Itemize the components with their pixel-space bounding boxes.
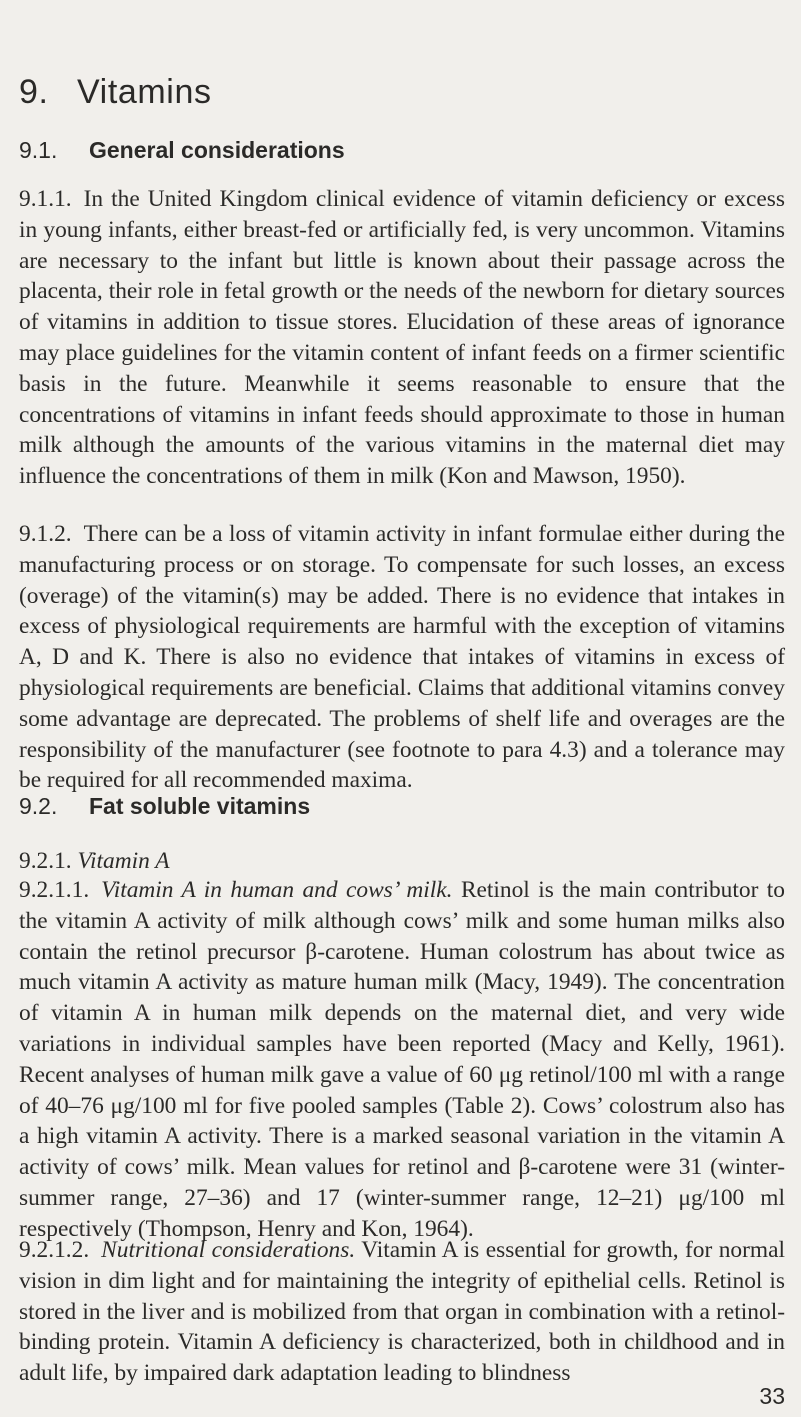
paragraph-number: 9.1.1. [19,186,72,212]
subsection-number: 9.2.1. [19,848,72,874]
section-title: Fat soluble vitamins [89,793,311,819]
paragraph-9-2-1-2 [19,1235,785,1389]
paragraph-title: Nutritional considerations. [101,1237,356,1263]
paragraph-text: Retinol is the main contributor to the vitamin A activity of milk although cows’ milk and some human milks also contain the retinol precursor β-carotene. Human colostrum has about twice as much vitamin A activity as mature human milk (Macy, 1949). The concentration of vitamin A in human milk depends on the maternal diet, and very wide variations in individual samples have been reported (Macy and Kelly, 1961). Recent analyses of human milk gave a value of 60 μg retinol/100 ml with a range of 40–76 μg/100 ml for five pooled samples (Table 2). Cows’ colostrum also has a high vitamin A activity. There is a marked seasonal variation in the vitamin A activity of cows’ milk. Mean values for retinol and β-carotene were 31 (winter-summer range, 27–36) and 17 (winter-summer range, 12–21) μg/100 ml respectively (Thompson, Henry and Kon, 1964). [19,877,785,1242]
section-number: 9.1. [19,137,58,163]
chapter-title [19,72,212,112]
paragraph-text: Vitamin A is essential for growth, for normal vision in dim light and for maintaining the integrity of epithelial cells. Retinol is stored in the liver and is mobilized from that organ in combination with a retinol-binding protein. Vitamin A deficiency is characterized, both in childhood and in adult life, by impaired dark adaptation leading to blindness [19,1237,785,1387]
paragraph-9-2-1-1 [19,875,785,1245]
chapter-title-text: Vitamins [77,73,212,111]
paragraph-text: There can be a loss of vitamin activity in infant formulae either during the manufacturing process or on storage. To compensate for such losses, an excess (overage) of the vitamin(s) may be added. There is no evidence that intakes in excess of physiological requirements are harmful with the exception of vitamins A, D and K. There is also no evidence that intakes of vitamins in excess of physiological requirements are beneficial. Claims that additional vitamins convey some advantage are deprecated. The problems of shelf life and overages are the responsibility of the manufacturer (see footnote to para 4.3) and a tolerance may be required for all recommended maxima. [19,521,785,794]
subsection-heading-9-2-1 [19,846,170,876]
section-heading-9-1 [19,136,345,164]
section-title: General considerations [89,137,345,163]
section-number: 9.2. [19,793,58,819]
subsection-title: Vitamin A [77,848,170,874]
paragraph-number: 9.2.1.2. [19,1237,90,1263]
paragraph-9-1-1 [19,184,785,492]
page-number: 33 [759,1383,785,1409]
section-heading-9-2 [19,792,310,820]
paragraph-9-1-2 [19,519,785,796]
paragraph-text: In the United Kingdom clinical evidence of vitamin deficiency or excess in young infants, either breast-fed or artificially fed, is very uncommon. Vitamins are necessary to the infant but little is known about their passage across the placenta, their role in fetal growth or the needs of the newborn for dietary sources of vitamins in addition to tissue stores. Elucidation of these areas of ignorance may place guidelines for the vitamin content of infant feeds on a firmer scientific basis in the future. Meanwhile it seems reasonable to ensure that the concentrations of vitamins in infant feeds should approximate to those in human milk although the amounts of the various vitamins in the maternal diet may influence the concentrations of them in milk (Kon and Mawson, 1950). [19,186,785,490]
paragraph-title: Vitamin A in human and cows’ milk. [101,877,453,903]
paragraph-number: 9.2.1.1. [19,877,90,903]
chapter-number: 9. [19,73,49,111]
paragraph-number: 9.1.2. [19,521,72,547]
